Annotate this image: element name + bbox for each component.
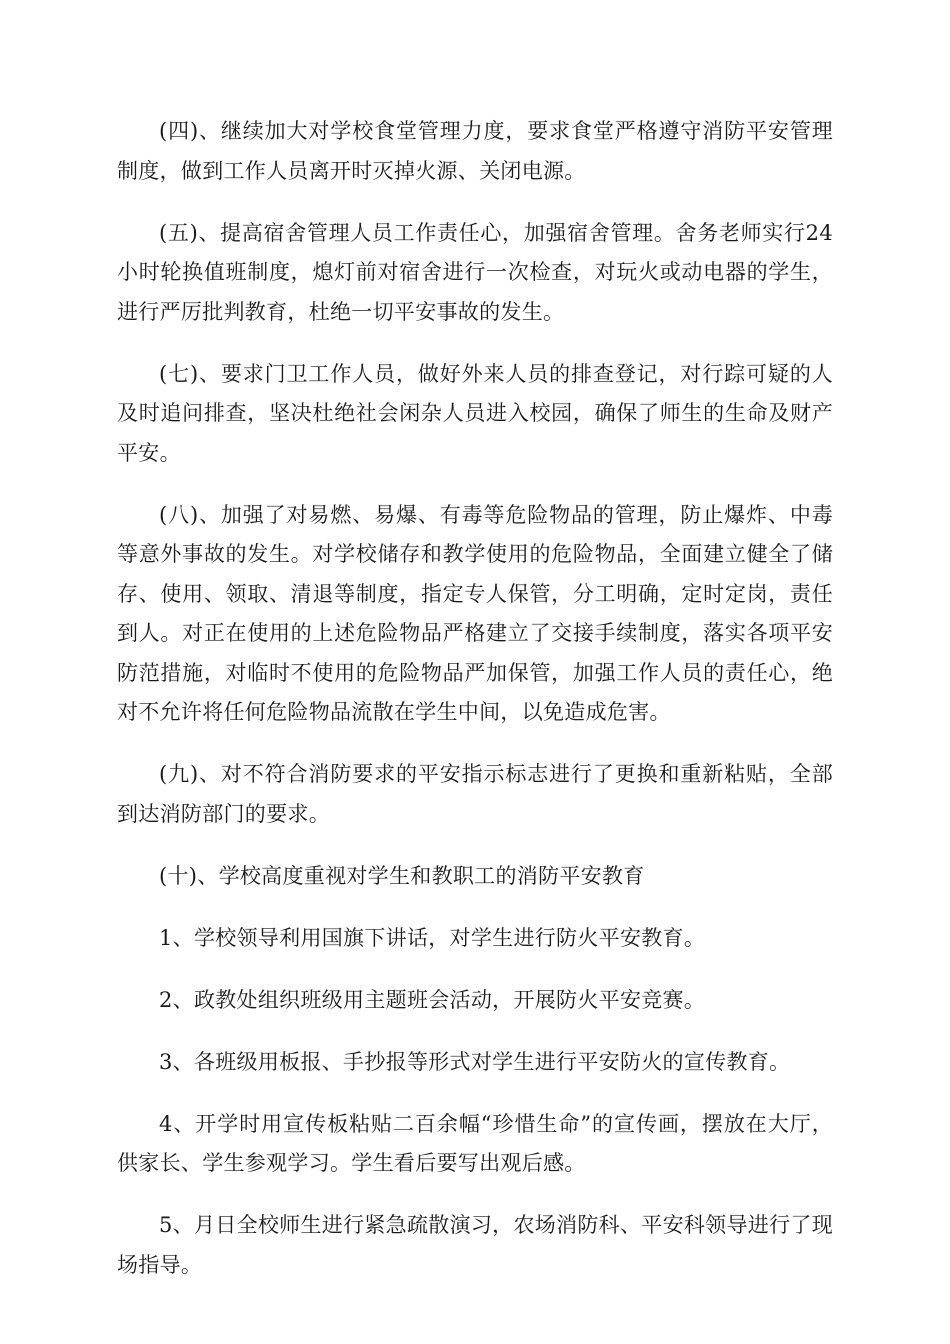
paragraph-gatekeeper: (七)、要求门卫工作人员，做好外来人员的排查登记，对行踪可疑的人及时追问排查，坚决杜绝社会闲杂人员进入校园，确保了师生的生命及财产平安。 xyxy=(117,361,833,465)
list-item-2: 2、政教处组织班级用主题班会活动，开展防火平安竞赛。 xyxy=(159,987,706,1012)
paragraph-canteen-management: (四)、继续加大对学校食堂管理力度，要求食堂严格遵守消防平安管理制度，做到工作人员离开时灭掉火源、关闭电源。 xyxy=(117,119,833,183)
list-item-5: 5、月日全校师生进行紧急疏散演习，农场消防科、平安科领导进行了现场指导。 xyxy=(117,1213,833,1277)
paragraph-fire-safety-education: (十)、学校高度重视对学生和教职工的消防平安教育 xyxy=(159,863,645,888)
paragraph-hazardous-materials: (八)、加强了对易燃、易爆、有毒等危险物品的管理，防止爆炸、中毒等意外事故的发生。对学校储存和教学使用的危险物品，全面建立健全了储存、使用、领取、清退等制度，指定专人保管，分工明确，定时定岗，责任到人。对正在使用的上述危险物品严格建立了交接手续制度，落实各项平安防范措施，对临时不使用的危险物品严加保管，加强工作人员的责任心，绝对不允许将任何危险物品流散在学生中间，以免造成危害。 xyxy=(117,502,833,724)
list-item-1: 1、学校领导利用国旗下讲话，对学生进行防火平安教育。 xyxy=(159,925,706,950)
list-item-4: 4、开学时用宣传板粘贴二百余幅“珍惜生命”的宣传画，摆放在大厅，供家长、学生参观学习。学生看后要写出观后感。 xyxy=(117,1111,833,1175)
list-item-3: 3、各班级用板报、手抄报等形式对学生进行平安防火的宣传教育。 xyxy=(159,1049,791,1074)
paragraph-safety-signs: (九)、对不符合消防要求的平安指示标志进行了更换和重新粘贴，全部到达消防部门的要求。 xyxy=(117,762,833,826)
document-body xyxy=(117,112,833,1308)
paragraph-dormitory-management: (五)、提高宿舍管理人员工作责任心，加强宿舍管理。舍务老师实行24小时轮换值班制度，熄灯前对宿舍进行一次检查，对玩火或动电器的学生，进行严厉批判教育，杜绝一切平安事故的发生。 xyxy=(117,220,833,324)
